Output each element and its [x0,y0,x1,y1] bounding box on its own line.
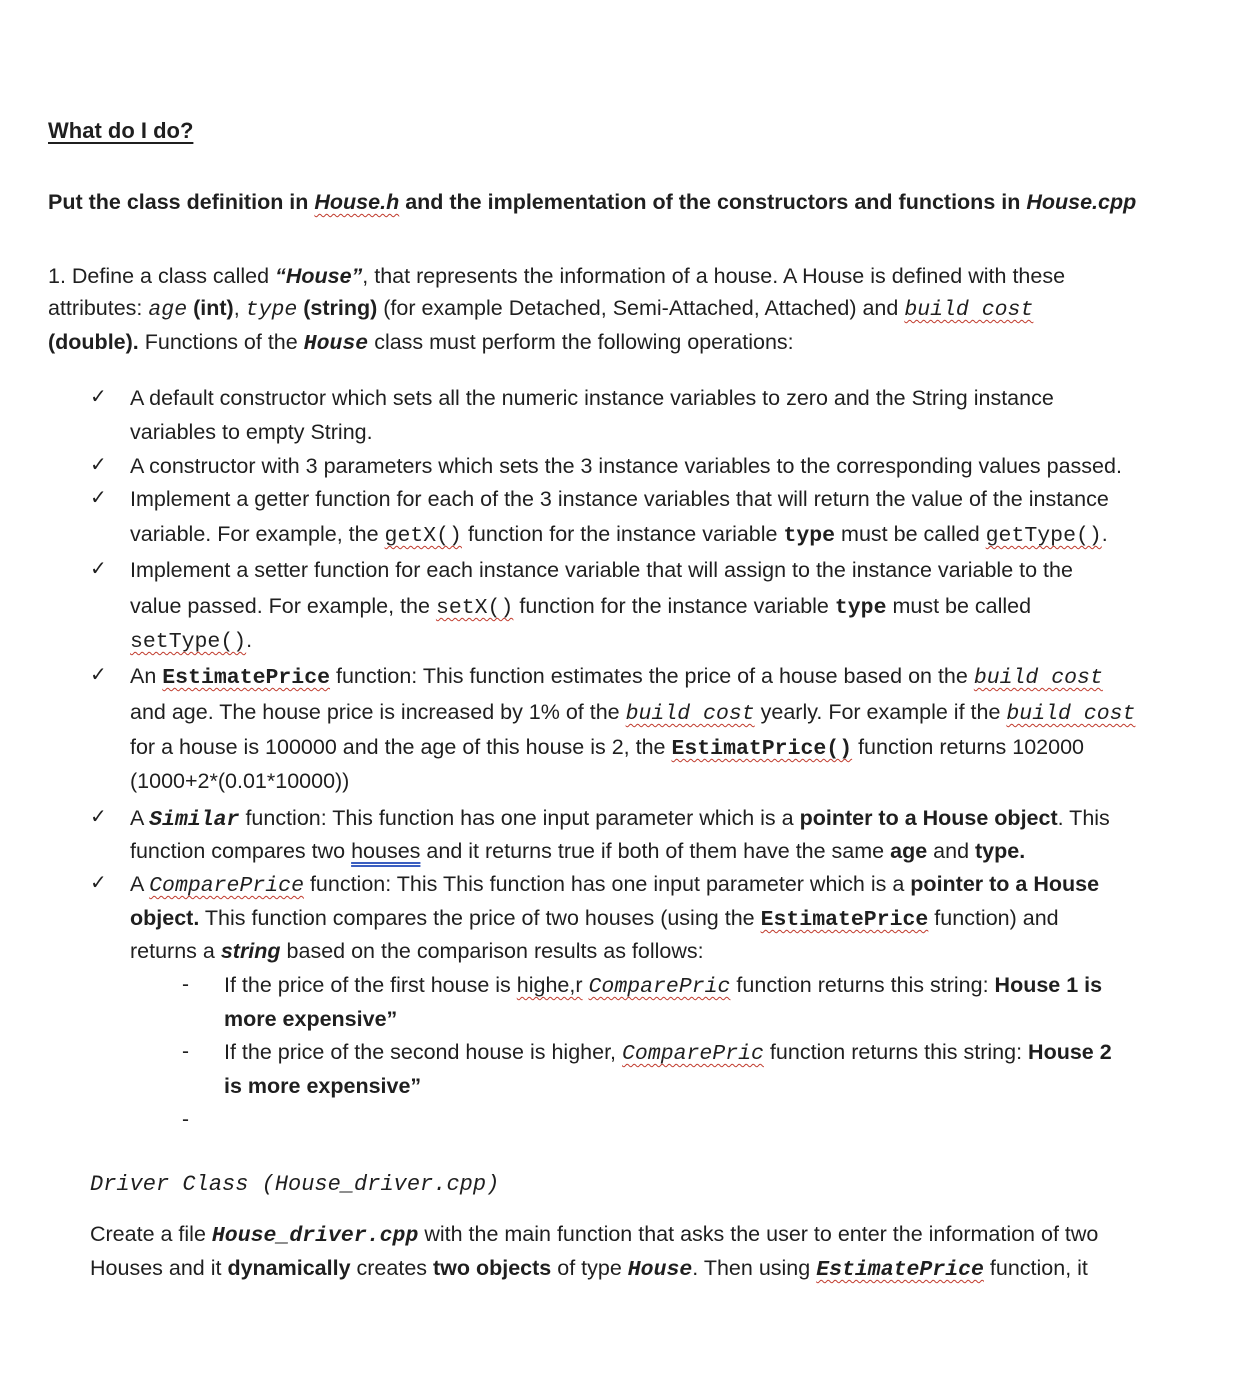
intro-text-2: and the implementation of the constructors and functions in [399,190,1027,214]
text: . [1101,522,1108,546]
text: function returns this string: [763,1040,1029,1064]
comparepric-code: ComparePric [622,1042,764,1066]
text: Create a file [90,1222,212,1246]
driver-line-1 [90,1218,1200,1252]
getx-code: getX() [384,524,462,548]
define-class-paragraph [48,260,1208,360]
type-string: (string) [303,296,378,320]
age-bold: age [890,839,928,863]
estimateprice-code: EstimatePrice [816,1258,984,1282]
houses-word: houses [351,839,421,863]
dash-bullet: - [182,1040,189,1063]
bullet-line: A default constructor which sets all the numeric instance variables to zero and the String instance [130,386,1054,410]
text: variable. For example, the [130,522,385,546]
text: If the price of the second house is higher, [224,1040,623,1064]
text: An [130,664,163,688]
result-string: House 1 is [994,973,1103,997]
pointer-text: pointer to a House [910,872,1100,896]
text: must be called [835,522,986,546]
bullet-line: (1000+2*(0.01*10000)) [130,769,350,793]
text: , that represents the information of a house. A House is defined with these [362,264,1066,288]
build-cost-code: build cost [1006,702,1136,726]
estimatprice-code: EstimatPrice() [671,737,853,761]
text: function returns this string: [730,973,995,997]
type-int: (int) [193,296,234,320]
intro-line [48,190,1136,215]
sub-line [224,1007,397,1032]
gettype-code: getType() [985,524,1102,548]
build-cost-code: build cost [625,702,755,726]
bullet-line: Implement a getter function for each of the 3 instance variables that will return the value of the instance [130,487,1109,511]
text: . Then using [692,1256,817,1280]
text: function: This This function has one input parameter which is a [303,872,911,896]
bullet-line [130,806,1110,832]
house-cpp-filename: House.cpp [1026,190,1137,214]
bullet-line: A constructor with 3 parameters which sets the 3 instance variables to the corresponding values passed. [130,454,1122,478]
settype-code: setType() [130,630,247,654]
result-string: more expensive” [224,1007,398,1031]
bullet-line [130,839,1025,864]
driver-class-title: Driver Class (House_driver.cpp) [90,1172,500,1197]
bullet-line [130,522,1108,548]
text: function: This function has one input parameter which is a [239,806,800,830]
text: 1. Define a class called [48,264,276,288]
text: (for example Detached, Semi-Attached, Attached) and [377,296,905,320]
text: for a house is 100000 and the age of this house is 2, the [130,735,672,759]
estimateprice-code: EstimatePrice [162,666,331,690]
house-quoted: “House” [275,264,363,288]
house-class-name: House [303,332,369,356]
text: based on the comparison results as follows: [280,939,704,963]
bullet-line [130,906,1059,932]
text: A [130,872,150,896]
object-bold: object. [130,906,200,930]
text: value passed. For example, the [130,594,436,618]
text: and [927,839,976,863]
text: , [233,296,246,320]
text: Houses and it [90,1256,228,1280]
text: and it returns true if both of them have the same [420,839,891,863]
dash-bullet: - [182,1108,189,1131]
text: function, it [983,1256,1088,1280]
attr-build-cost: build cost [904,298,1034,322]
text: class must perform the following operations: [368,330,794,354]
para-line-2 [48,292,1208,326]
text: returns a [130,939,221,963]
text: must be called [886,594,1032,618]
bullet-line [130,939,704,964]
house-h-filename: House.h [314,190,400,214]
sub-line [224,973,1102,999]
comparepric-code: ComparePric [588,975,731,999]
bullet-line [130,594,1031,620]
house-class-name: House [627,1258,693,1282]
type-bold: type. [975,839,1026,863]
bullet-line: variables to empty String. [130,420,373,444]
text: of type [551,1256,628,1280]
build-cost-code: build cost [973,666,1103,690]
attr-age: age [148,298,188,322]
text: with the main function that asks the user to enter the information of two [418,1222,1099,1246]
text: function for the instance variable [513,594,835,618]
checkmark-icon: ✓ [90,487,107,509]
compareprice-code: ComparePrice [149,874,304,898]
page-heading: What do I do? [48,118,194,143]
text: function) and [928,906,1059,930]
bullet-line: Implement a setter function for each instance variable that will assign to the instance variable to the [130,558,1073,582]
result-string: is more expensive” [224,1074,422,1098]
bullet-line [130,700,1135,726]
text: A [130,806,150,830]
checkmark-icon: ✓ [90,558,107,580]
bullet-line [130,628,252,654]
similar-code: Similar [149,808,240,832]
para-line-3 [48,326,1208,360]
text: creates [350,1256,433,1280]
text: function for the instance variable [461,522,784,546]
driver-paragraph [90,1218,1200,1286]
text: function compares two [130,839,352,863]
text: function: This function estimates the price of a house based on the [330,664,974,688]
sub-line [224,1074,421,1099]
type-code: type [834,596,887,620]
driver-line-2 [90,1252,1200,1286]
checkmark-icon: ✓ [90,454,107,476]
type-double: (double). [48,330,139,354]
text: . This [1057,806,1110,830]
para-line-1 [48,260,1208,292]
dash-bullet: - [182,973,189,996]
pointer-text: pointer to a House object [799,806,1058,830]
string-bold: string [220,939,281,963]
text: and age. The house price is increased by 1% of the [130,700,626,724]
checkmark-icon: ✓ [90,872,107,894]
text: This function compares the price of two houses (using the [199,906,761,930]
bullet-line [130,735,1084,761]
text: attributes: [48,296,149,320]
estimateprice-code: EstimatePrice [760,908,929,932]
setx-code: setX() [435,596,514,620]
sub-line [224,1040,1112,1066]
intro-text-1: Put the class definition in [48,190,315,214]
type-code: type [783,524,836,548]
two-objects-bold: two objects [433,1256,552,1280]
bullet-line [130,872,1099,898]
bullet-line [130,664,1103,690]
text: yearly. For example if the [754,700,1007,724]
text: function returns 102000 [852,735,1084,759]
dynamically-bold: dynamically [227,1256,351,1280]
checkmark-icon: ✓ [90,386,107,408]
checkmark-icon: ✓ [90,806,107,828]
text: . [246,628,253,652]
driver-filename: House_driver.cpp [211,1224,419,1248]
attr-type: type [245,298,298,322]
checkmark-icon: ✓ [90,664,107,686]
text: Functions of the [138,330,304,354]
result-string: House 2 [1028,1040,1112,1064]
text: If the price of the first house is [224,973,517,997]
higher-word: highe,r [516,973,583,997]
